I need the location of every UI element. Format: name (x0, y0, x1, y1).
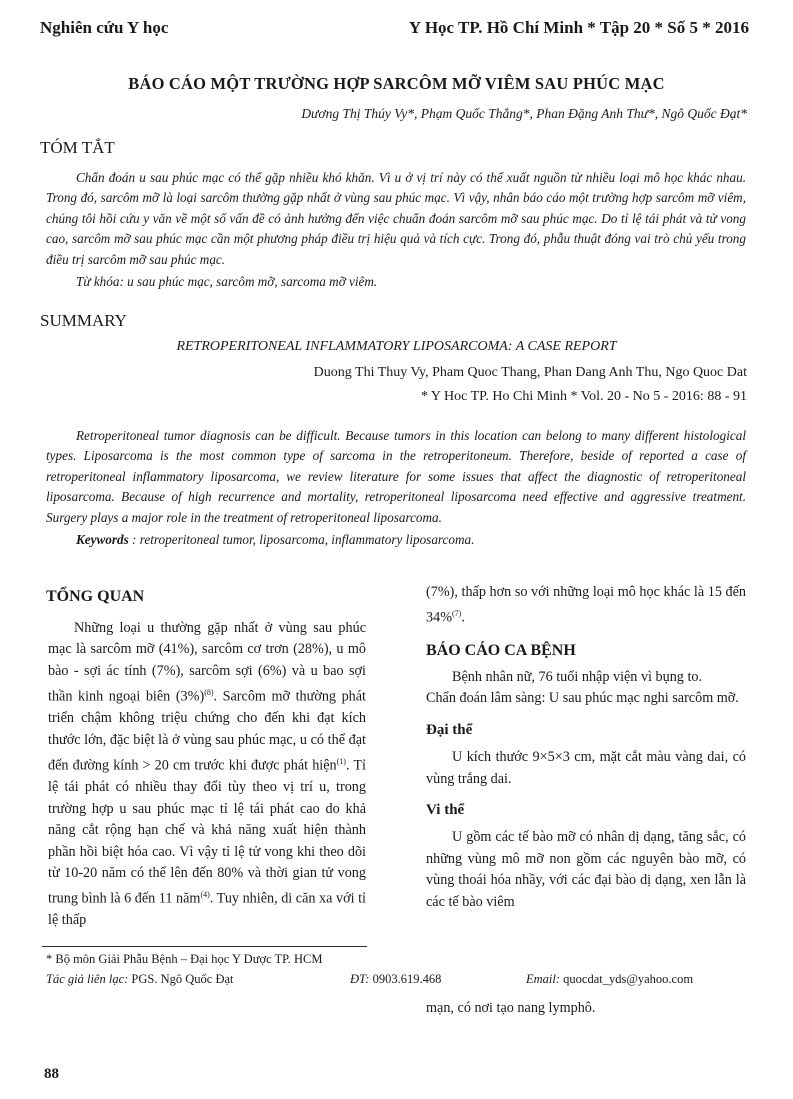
text-segment: . Tỉ lệ tái phát có nhiều thay đổi tùy theo vị trí u, trong trường hợp u sau phúc mạc tỉ lệ tái phát cao do khả năng cắt rộng hạn chế và khả năng xuất hiện thành phần hồi biệt hóa cao. Vì vậy tỉ lệ tử vong khi theo dõi từ 10-20 năm có thể lên đến 80% và thời gian tử vong trung bình là 6 đến 11 năm (48, 757, 366, 908)
phone-number: 0903.619.468 (369, 972, 442, 986)
article-title: BÁO CÁO MỘT TRƯỜNG HỢP SARCÔM MỠ VIÊM SAU PHÚC MẠC (128, 74, 665, 93)
abstract-en-body: Retroperitoneal tumor diagnosis can be difficult. Because tumors in this location can belong to many different histological types. Liposarcoma is the most common type of sarcoma in the retroperitoneum. Therefore, beside of reported a case of retroperitoneal inflammatory liposarcoma, we review literature for some issues that affect the diagnostic of retroperitoneal liposarcoma. Because of high recurrence and mortality, retroperitoneal liposarcoma need effective and aggressive treatment. Surgery plays a major role in the treatment of retroperitoneal liposarcoma. (46, 428, 746, 525)
section-heading-tomtat: TÓM TẮT (40, 138, 115, 157)
right-column-body (426, 582, 746, 913)
footnote-phone (350, 972, 441, 987)
abstract-vietnamese (46, 168, 746, 292)
heading-bao-cao-ca-benh: BÁO CÁO CA BỆNH (426, 641, 576, 659)
english-citation: * Y Hoc TP. Ho Chi Minh * Vol. 20 - No 5 - 2016: 88 - 91 (420, 389, 747, 404)
abstract-vi-body: Chẩn đoán u sau phúc mạc có thể gặp nhiều khó khăn. Vì u ở vị trí này có thể xuất nguồn từ nhiều loại mô học khác nhau. Trong đó, sarcôm mỡ là loại sarcôm thường gặp nhất ở vùng sau phúc mạc. Vì vậy, nhân báo cáo một trường hợp sarcôm mỡ viêm, chúng tôi hồi cứu y văn về một số vấn đề có ảnh hưởng đến việc chuẩn đoán sarcôm mỡ sau phúc mạc. Do tỉ lệ tái phát và tử vong cao, sarcôm mỡ sau phúc mạc cần một phương pháp điều trị hiệu quả và tích cực. Trong đó, phẫu thuật đóng vai trò chủ yếu trong điều trị sarcôm mỡ sau phúc mạc. (46, 170, 746, 267)
keywords-en-label: Keywords (76, 532, 129, 548)
text-segment: . (461, 610, 465, 627)
gross-description: U kích thước 9×5×3 cm, mặt cắt màu vàng dai, có vùng trắng dai. (426, 749, 746, 787)
keywords-en-text: : retroperitoneal tumor, liposarcoma, inflammatory liposarcoma. (128, 532, 475, 548)
case-paragraph-1: Bệnh nhân nữ, 76 tuổi nhập viện vì bụng to. (452, 668, 703, 685)
heading-vi-the: Vi thể (426, 801, 465, 818)
footnote-email (526, 972, 693, 987)
running-header-left: Nghiên cứu Y học (40, 18, 169, 37)
phone-label: ĐT: (350, 972, 370, 986)
case-paragraph-2: Chẩn đoán lâm sàng: U sau phúc mạc nghi sarcôm mỡ. (426, 690, 739, 707)
running-header-right: Y Học TP. Hồ Chí Minh * Tập 20 * Số 5 * 2016 (408, 18, 749, 37)
author-list: Dương Thị Thúy Vy*, Phạm Quốc Thắng*, Phan Đặng Anh Thư*, Ngô Quốc Đạt* (301, 106, 747, 121)
left-column-body (48, 618, 366, 932)
footnote-contact (46, 972, 234, 987)
footnote-affiliation: * Bộ môn Giải Phẫu Bệnh – Đại học Y Dược TP. HCM (46, 952, 323, 966)
email-label: Email: (526, 972, 561, 986)
right-column-continued: mạn, có nơi tạo nang lymphô. (426, 1000, 596, 1016)
text-segment: (7%), thấp hơn so với những loại mô học khác là 15 đến 34% (426, 584, 746, 627)
section-heading-summary: SUMMARY (40, 311, 127, 330)
citation-ref: (4) (200, 890, 210, 900)
contact-label: Tác giả liên lạc: (46, 972, 129, 986)
email-address: quocdat_yds@yahoo.com (560, 972, 694, 986)
text-segment: . Tuy nhiên, di căn xa với tỉ lệ thấp (48, 891, 366, 929)
citation-ref: (1) (336, 757, 346, 767)
text-segment: Những loại u thường gặp nhất ở vùng sau phúc mạc là sarcôm mỡ (41%), sarcôm cơ trơn (28%), u mô bào - sợi ác tính (7%), sarcôm sợi (6%) và u bao sợi thần kinh ngoại biên (3%) (48, 620, 366, 705)
contact-name: PGS. Ngô Quốc Đạt (128, 972, 234, 986)
keywords-vi: Từ khóa: u sau phúc mạc, sarcôm mỡ, sarcoma mỡ viêm. (76, 274, 378, 290)
keywords-en (46, 530, 746, 550)
continued-paragraph (426, 582, 746, 630)
citation-ref: (8) (204, 688, 214, 698)
english-authors: Duong Thi Thuy Vy, Pham Quoc Thang, Phan Dang Anh Thu, Ngo Quoc Dat (313, 365, 747, 380)
page-number: 88 (44, 1066, 59, 1082)
tong-quan-paragraph (48, 618, 366, 932)
english-title: RETROPERITONEAL INFLAMMATORY LIPOSARCOMA: A CASE REPORT (176, 339, 617, 354)
abstract-english (46, 426, 746, 550)
text-segment: . Sarcôm mỡ thường phát triển chậm không triệu chứng cho đến khi đạt kích thước lớn, đặc biệt là ở vùng sau phúc mạc, u có thể đạt đến đường kính > 20 cm trước khi được phát hiện (48, 688, 366, 774)
citation-ref: (7) (452, 609, 462, 619)
microscopic-description: U gồm các tế bào mỡ có nhân dị dạng, tăng sắc, có những vùng mô mỡ non gồm các nguyên bào mỡ, có vùng thoái hóa nhầy, với các đại bào dị dạng, xen lẫn là các tế bào viêm (426, 829, 746, 910)
heading-tong-quan: TỔNG QUAN (46, 588, 145, 605)
footnote-divider (42, 946, 367, 947)
heading-dai-the: Đại thể (426, 721, 473, 738)
